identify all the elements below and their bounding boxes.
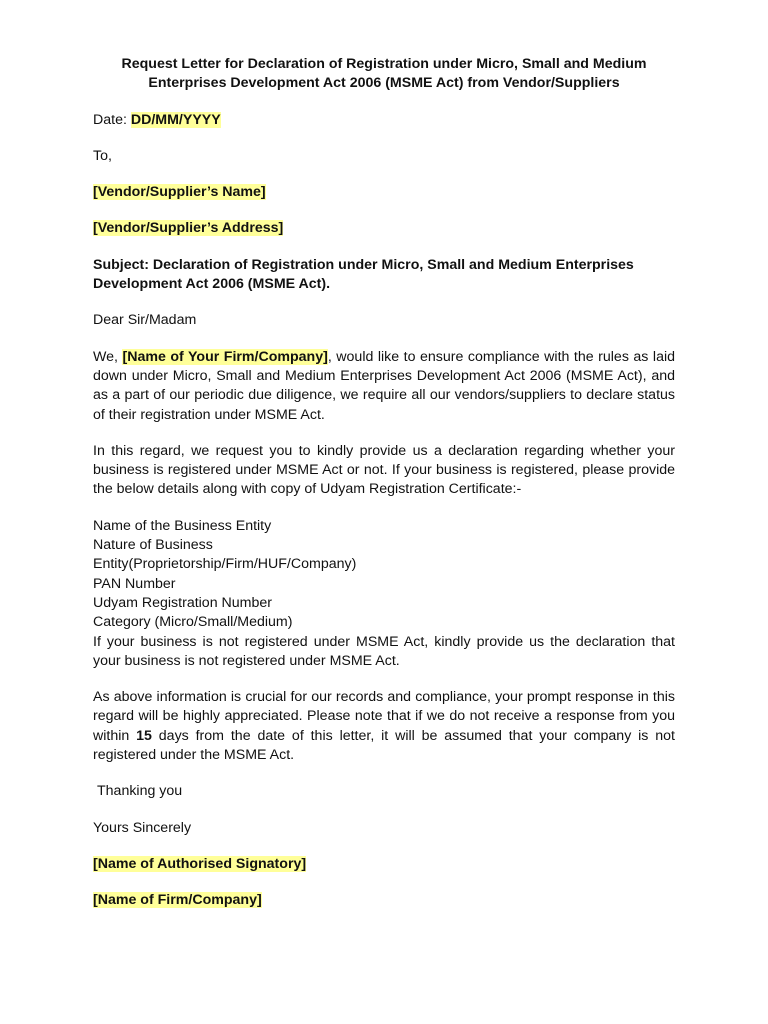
firm-name-placeholder: [Name of Your Firm/Company] (122, 348, 328, 365)
paragraph-2: In this regard, we request you to kindly provide us a declaration regarding whether your business is registered under MSME Act or not. If your business is registered, please provide the below details along with copy of Udyam Registration Certificate:- (93, 442, 675, 498)
para3-part1: As above information is crucial for our records and compliance, your prompt response in this regard will be highly appreciated. Please note that if we do not receive a response from you within (93, 689, 675, 744)
letter-title (83, 55, 685, 94)
date-label: Date: (93, 111, 131, 128)
list-item: Name of the Business Entity (93, 517, 272, 534)
to-label: To, (93, 147, 112, 164)
date-line (93, 111, 675, 130)
para1-prefix: We, (93, 348, 123, 365)
para3-part2: days from the date of this letter, it will be assumed that your company is not registered under the MSME Act. (93, 727, 675, 764)
date-placeholder: DD/MM/YYYY (130, 111, 221, 128)
subject-line: Subject: Declaration of Registration under Micro, Small and Medium Enterprises Development Act 2006 (MSME Act). (93, 256, 634, 293)
para1-rest: , would like to ensure compliance with the rules as laid down under Micro, Small and Medium Enterprises Development Act 2006 (MSME Act), and as a part of our periodic due diligence, we require all our vendors/suppliers to declare status of their registration under MSME Act. (93, 348, 675, 423)
title-line-2: Enterprises Development Act 2006 (MSME Act) from Vendor/Suppliers (148, 75, 620, 92)
signatory-line (93, 855, 675, 874)
days-count: 15 (136, 727, 152, 744)
list-item: Udyam Registration Number (93, 594, 272, 611)
salutation: Dear Sir/Madam (93, 312, 197, 329)
title-line-1: Request Letter for Declaration of Registration under Micro, Small and Medium (121, 56, 647, 72)
closing-line: Yours Sincerely (93, 819, 192, 836)
list-item: PAN Number (93, 575, 176, 592)
list-item: Nature of Business (93, 537, 213, 554)
firm-placeholder: [Name of Firm/Company] (93, 892, 262, 909)
vendor-address-placeholder: [Vendor/Supplier’s Address] (93, 220, 284, 237)
firm-line (93, 891, 675, 910)
paragraph-1 (93, 348, 675, 425)
thanks-line: Thanking you (97, 783, 183, 800)
paragraph-3 (93, 688, 675, 765)
letter-page (93, 55, 675, 928)
vendor-address-line (93, 219, 675, 238)
list-item: Category (Micro/Small/Medium) (93, 614, 293, 631)
signatory-placeholder: [Name of Authorised Signatory] (93, 855, 307, 872)
vendor-name-placeholder: [Vendor/Supplier’s Name] (93, 184, 266, 201)
vendor-name-line (93, 183, 675, 202)
list-item: If your business is not registered under MSME Act, kindly provide us the declaration that your business is not registered under MSME Act. (93, 633, 675, 669)
details-list (93, 517, 675, 671)
list-item: Entity(Proprietorship/Firm/HUF/Company) (93, 556, 357, 573)
